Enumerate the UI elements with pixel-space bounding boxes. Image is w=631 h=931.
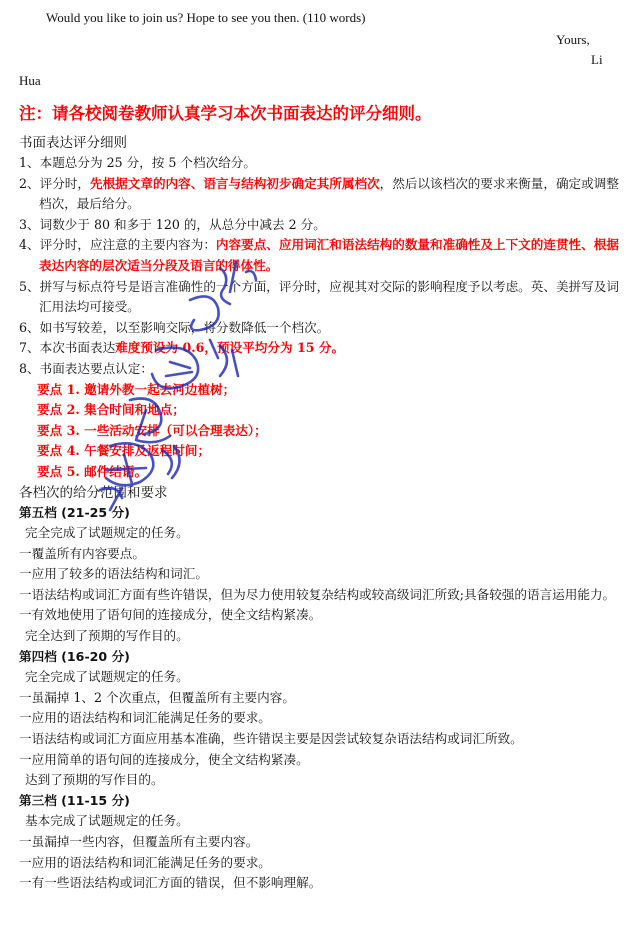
rule-text: 评分时，应注意的主要内容为： — [39, 237, 216, 253]
rule-text: 本次书面表达 — [39, 340, 116, 356]
rule-number: 6、 — [19, 319, 40, 335]
rule-highlight: 先根据文章的内容、语言与结构初步确定其所属档次 — [89, 175, 380, 191]
rule-highlight: 内容要点、应用词汇和语法结构的数量和准确性及上下文的连贯性、根据表达内容的层次适当分段及语言的得体性。 — [39, 237, 619, 273]
tier-requirement: 达到了预期的写作目的。 — [25, 772, 164, 788]
key-point: 要点 5. 邮件结语。 — [37, 463, 148, 479]
key-point: 要点 4. 午餐安排及返程时间； — [37, 443, 211, 459]
rule-item — [19, 318, 625, 339]
signature-li: Li — [591, 52, 603, 67]
tier-title: 第三档 (11-15 分) — [19, 792, 130, 808]
rule-text-tail: ，然后以该档次的要求来衡量，确定或调整档次，最后给分。 — [39, 175, 619, 212]
rule-text: 如书写较差，以至影响交际，将分数降低一个档次。 — [39, 319, 330, 335]
tier-requirement: 一语法结构或词汇方面应用基本准确，些许错误主要是因尝试较复杂语法结构或词汇所致。 — [19, 731, 523, 747]
rule-item — [19, 153, 625, 174]
tier-requirement: 一覆盖所有内容要点。 — [19, 545, 145, 561]
tier-requirement: 完全完成了试题规定的任务。 — [25, 669, 189, 685]
rule-number: 3、 — [19, 216, 40, 232]
tier-title: 第五档 (21-25 分) — [19, 504, 130, 520]
tier-requirement: 完全达到了预期的写作目的。 — [25, 628, 189, 644]
rule-number: 5、 — [19, 278, 40, 294]
tier-requirement: 一应用的语法结构和词汇能满足任务的要求。 — [19, 710, 271, 726]
key-point: 要点 2. 集合时间和地点； — [37, 402, 185, 418]
document-body — [19, 134, 625, 894]
rule-number: 7、 — [19, 340, 40, 356]
rule-text: 本题总分为 25 分，按 5 个档次给分。 — [39, 155, 256, 170]
rules-title: 书面表达评分细则 — [19, 135, 127, 151]
rule-number: 4、 — [19, 237, 40, 253]
tier-requirement: 基本完成了试题规定的任务。 — [25, 813, 189, 829]
rules-list — [19, 153, 625, 380]
tiers-title: 各档次的给分范围和要求 — [19, 484, 168, 501]
essay-closing-line: Would you like to join us? Hope to see you then. (110 words) — [46, 10, 366, 25]
rule-text: 词数少于 80 和多于 120 的，从总分中减去 2 分。 — [39, 216, 326, 232]
rule-item — [19, 277, 625, 318]
key-point: 要点 3. 一些活动安排（可以合理表达）； — [37, 422, 267, 438]
rule-text: 书面表达要点认定： — [39, 360, 153, 376]
tier-requirement: 一有一些语法结构或词汇方面的错误，但不影响理解。 — [19, 875, 322, 891]
rule-number: 8、 — [19, 360, 40, 376]
rule-item — [19, 174, 625, 215]
key-points-list — [19, 380, 625, 483]
signature-yours: Yours, — [556, 32, 590, 47]
rule-text: 评分时， — [39, 175, 90, 191]
tier-title: 第四档 (16-20 分) — [19, 648, 130, 664]
tier-requirement: 一有效地使用了语句间的连接成分，使全文结构紧凑。 — [19, 607, 322, 623]
rule-text: 拼写与标点符号是语言准确性的一个方面，评分时，应视其对交际的影响程度予以考虑。英、美拼写及词汇用法均可接受。 — [39, 278, 619, 315]
tier-requirement: 完全完成了试题规定的任务。 — [25, 525, 189, 541]
signature-hua: Hua — [19, 73, 41, 88]
tier-requirement: 一应用了较多的语法结构和词汇。 — [19, 566, 208, 582]
rule-item — [19, 215, 625, 236]
tier-requirement: 一虽漏掉一些内容，但覆盖所有主要内容。 — [19, 834, 259, 849]
tier-requirement: 一语法结构或词汇方面有些许错误，但为尽力使用较复杂结构或较高级词汇所致;具备较强的语言运用能力。 — [19, 586, 616, 602]
rule-number: 2、 — [19, 175, 40, 191]
rule-highlight: 难度预设为 0.6，预设平均分为 15 分。 — [115, 340, 345, 356]
rule-item — [19, 235, 625, 276]
rule-item — [19, 359, 625, 380]
tiers-list — [19, 503, 625, 894]
rule-number: 1、 — [19, 155, 40, 170]
tier-requirement: 一应用简单的语句间的连接成分，使全文结构紧凑。 — [19, 751, 309, 767]
key-point: 要点 1. 邀请外教一起去河边植树； — [37, 381, 236, 397]
tier-requirement: 一虽漏掉 1、2 个次重点，但覆盖所有主要内容。 — [19, 689, 295, 705]
tier-requirement: 一应用的语法结构和词汇能满足任务的要求。 — [19, 854, 271, 870]
rule-item — [19, 338, 625, 359]
notice-heading: 注：请各校阅卷教师认真学习本次书面表达的评分细则。 — [19, 104, 432, 123]
